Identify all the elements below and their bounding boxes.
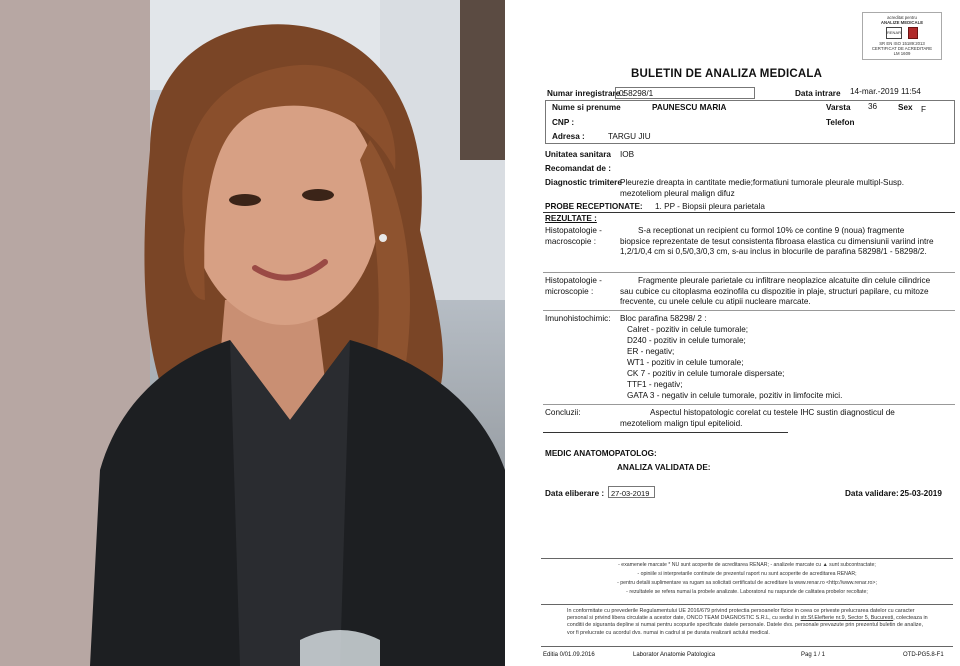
samples-divider <box>543 212 955 213</box>
lab-name-text: Laborator Anatomie Patologica <box>633 652 716 658</box>
ihc-line: Bloc parafina 58298/ 2 : <box>620 314 707 323</box>
gdpr-notice <box>567 608 929 637</box>
macro-text: S-a receptionat un recipient cu formol 10% ce contine 9 (noua) fragmente biopsice reprezentate de tesut consistenta fibroasa elastica cu dimensiunii variind intre 1,2/1/0,4 cm si 0,5/0,3/0,3 cm, s-au inclus in blocurile de parafina 58298/1 - 58298/2. <box>620 226 934 256</box>
footer-mid-divider <box>541 604 953 605</box>
registration-label: Numar inregistrare : <box>547 89 626 98</box>
logo-title-text: ANALIZE MEDICALE <box>880 20 924 25</box>
medical-report <box>505 0 960 666</box>
accreditation-logo <box>862 12 942 60</box>
sex-label: Sex <box>898 103 913 112</box>
footer-bottom-divider <box>541 646 953 647</box>
ihc-line: WT1 - pozitiv in celule tumorale; <box>627 358 744 367</box>
logo-standard: SR EN ISO 15189:2013 <box>879 41 925 46</box>
conclusion-label: Concluzii: <box>545 408 581 417</box>
unit-value: IOB <box>620 150 635 159</box>
diagnosis-value: Pleurezie dreapta in cantitate medie;formatiuni tumorale pleurale multipl-Susp. mezoteliom pleural malign difuz <box>620 178 904 198</box>
unit-label: Unitatea sanitara <box>545 150 611 159</box>
recommended-label: Recomandat de : <box>545 164 611 173</box>
edition-text: Editia 0/01.09.2016 <box>543 652 595 658</box>
ihc-label: Imunohistochimic: <box>545 314 611 323</box>
footer-note-2: - opiniile si interpretarile continute de prezentul raport nu sunt acoperite de acreditarea RENAR; <box>637 571 857 577</box>
gdpr-text-2: , colecteaza in conditii de siguranta depline si numai pentru scopurile specificate datele personale. Datele dvs. personale prevazute prin prezentul buletin de analize, vor fi prelucrate cu acordul dvs. numai in cadrul si pe durata realizarii actului medical. <box>567 615 928 636</box>
ihc-line: TTF1 - negativ; <box>627 380 683 389</box>
address-value: TARGU JIU <box>608 132 651 141</box>
validated-label: ANALIZA VALIDATA DE: <box>617 463 711 472</box>
macro-label-2: macroscopie : <box>545 237 596 246</box>
address-label: Adresa : <box>552 132 585 141</box>
footer-top-divider <box>541 558 953 559</box>
cnp-label: CNP : <box>552 118 575 127</box>
footer-note-3: - pentru detalii suplimentare va rugam sa solicitati certificatul de acreditare la www.renar.ro <http://www.renar.ro>; <box>617 580 877 586</box>
ihc-divider <box>543 404 955 405</box>
release-value: 27-03-2019 <box>611 489 650 498</box>
phone-label: Telefon <box>826 118 855 127</box>
ihc-line: D240 - pozitiv in celule tumorale; <box>627 336 746 345</box>
ihc-line: ER - negativ; <box>627 347 675 356</box>
validation-label: Data validare: <box>845 489 899 498</box>
ihc-line: Calret - pozitiv in celule tumorale; <box>627 325 749 334</box>
conclusion-text: Aspectul histopatologic corelat cu testele IHC sustin diagnosticul de mezoteliom malign tipul epitelioid. <box>620 408 895 428</box>
gdpr-address-link[interactable]: str.Sf.Elefterie nr.9, Sector 5, Bucuresti <box>800 615 894 622</box>
page-number-text: Pag 1 / 1 <box>801 652 826 658</box>
registration-value: 058298/1 <box>619 89 654 98</box>
age-value: 36 <box>868 102 878 111</box>
micro-label-2: microscopie : <box>545 287 594 296</box>
date-in-value: 14-mar.-2019 11:54 <box>850 87 921 96</box>
logo-number: LM 1609 <box>893 51 911 56</box>
footer-note-1: - examenele marcate * NU sunt acoperite de acreditarea RENAR; - analizele marcate cu ▲ sunt subcontractate; <box>618 562 876 568</box>
conclusion-divider <box>543 432 788 433</box>
results-heading: REZULTATE : <box>545 214 597 223</box>
report-title: BULETIN DE ANALIZA MEDICALA <box>631 68 823 80</box>
ihc-line: CK 7 - pozitiv in celule tumorale dispersate; <box>627 369 785 378</box>
gdpr-text-1: In conformitate cu prevederile Regulamentului UE 2016/679 privind protectia persoanelor fizice in ceea ce priveste prelucrarea datelor cu caracter personal si privind libera circulatie a acestor date, ONCO TEAM DIAGNOSTIC S.R.L, cu sediul in <box>567 608 915 622</box>
document-code-text: OTD-PG5.8-F1 <box>903 652 944 658</box>
samples-label: PROBE RECEPTIONATE: <box>545 202 643 211</box>
doctor-label: MEDIC ANATOMOPATOLOG: <box>545 449 657 458</box>
name-value: PAUNESCU MARIA <box>652 103 727 112</box>
micro-divider <box>543 310 955 311</box>
micro-text: Fragmente pleurale parietale cu infiltrare neoplazice alcatuite din celule cilindrice sau cubice cu citoplasma eozinofila cu dispozitie in plaje, structuri papilare, cu mitoze frecvente, cu unele celule cu atipii nucleare marcate. <box>620 276 931 306</box>
release-label: Data eliberare : <box>545 489 605 498</box>
macro-divider <box>543 272 955 273</box>
date-in-label: Data intrare <box>795 89 841 98</box>
name-label: Nume si prenume <box>552 103 621 112</box>
footer-note-4: - rezultatele se refera numai la probele analizate. Laboratorul nu raspunde de calitatea probelor recoltate; <box>626 589 868 595</box>
sex-value: F <box>921 105 927 114</box>
renar-mark-icon: RENAR <box>886 27 902 39</box>
age-label: Varsta <box>826 103 851 112</box>
shield-icon <box>908 27 918 39</box>
samples-value: 1. PP - Biopsii pleura parietala <box>655 202 765 211</box>
micro-label-1: Histopatologie - <box>545 276 602 285</box>
macro-label-1: Histopatologie - <box>545 226 602 235</box>
ihc-line: GATA 3 - negativ in celule tumorale, pozitiv in limfocite mici. <box>627 391 843 400</box>
logo-top-text: acreditat pentru <box>887 15 917 20</box>
diagnosis-label: Diagnostic trimitere <box>545 178 622 187</box>
logo-certificate: CERTIFICAT DE ACREDITARE <box>871 46 933 51</box>
validation-value: 25-03-2019 <box>900 489 942 498</box>
